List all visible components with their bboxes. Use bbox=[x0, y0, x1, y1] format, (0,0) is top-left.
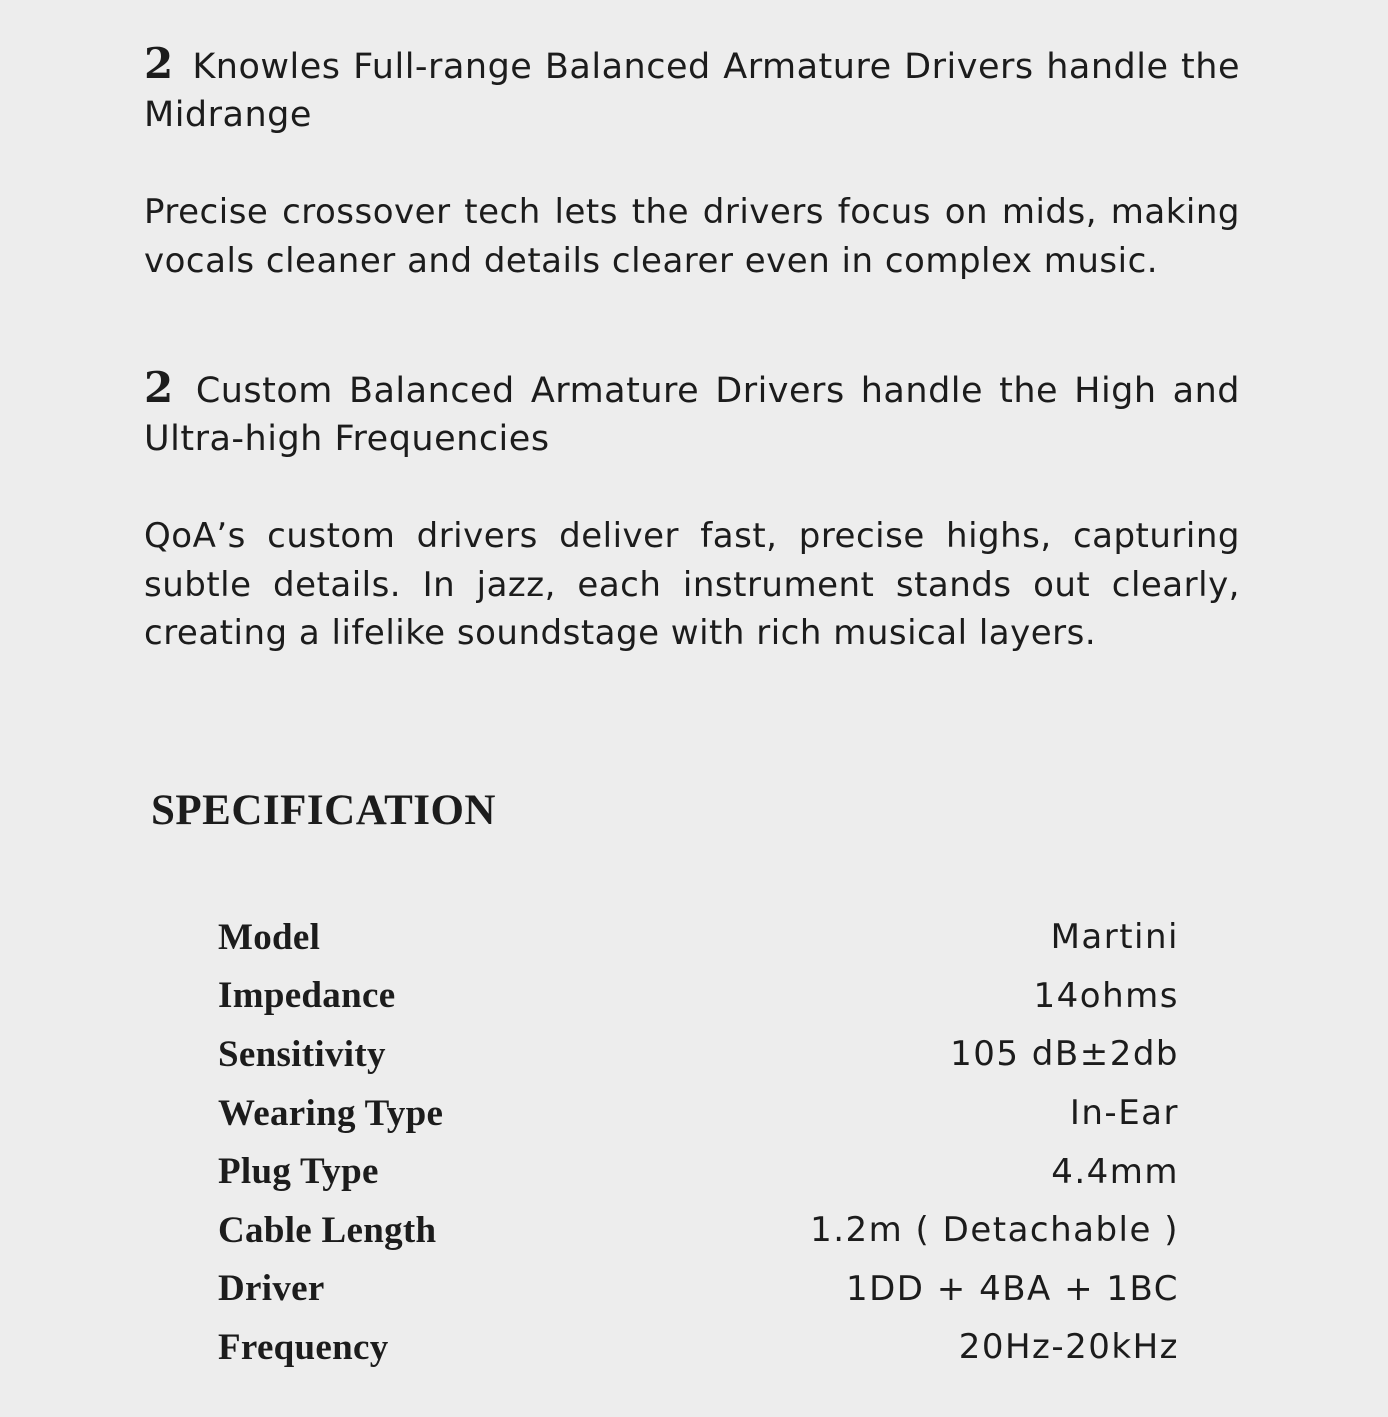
spec-label: Driver bbox=[218, 1268, 325, 1310]
spec-label: Model bbox=[218, 916, 321, 958]
spec-label: Plug Type bbox=[218, 1151, 379, 1193]
spec-label: Sensitivity bbox=[218, 1033, 386, 1075]
feature-heading-text: Custom Balanced Armature Drivers handle the High and Ultra-high Frequencies bbox=[144, 371, 1240, 459]
spec-row-driver bbox=[218, 1260, 1179, 1319]
spec-row-frequency bbox=[218, 1318, 1179, 1377]
spec-row-model bbox=[218, 908, 1179, 967]
spec-value: Martini bbox=[1050, 917, 1179, 958]
spec-value: 105 dB±2db bbox=[950, 1034, 1179, 1075]
feature-heading bbox=[144, 364, 1240, 463]
spec-value: 20Hz-20kHz bbox=[958, 1327, 1179, 1368]
spec-row-plug-type bbox=[218, 1142, 1179, 1201]
feature-midrange-drivers bbox=[144, 40, 1240, 285]
spec-row-cable-length bbox=[218, 1201, 1179, 1260]
feature-driver-count: 2 bbox=[144, 39, 174, 88]
feature-description: Precise crossover tech lets the drivers focus on mids, making vocals cleaner and details clearer even in complex music. bbox=[144, 192, 1240, 281]
feature-high-frequency-drivers bbox=[144, 364, 1240, 658]
feature-description: QoA’s custom drivers deliver fast, precise highs, capturing subtle details. In jazz, each instrument stands out clearly, creating a lifelike soundstage with rich musical layers. bbox=[144, 516, 1240, 653]
specification-table bbox=[218, 908, 1179, 1377]
spec-row-sensitivity bbox=[218, 1025, 1179, 1084]
spec-label: Cable Length bbox=[218, 1209, 437, 1251]
spec-value: In-Ear bbox=[1069, 1093, 1179, 1134]
feature-driver-count: 2 bbox=[144, 363, 174, 412]
feature-heading bbox=[144, 40, 1240, 139]
spec-label: Frequency bbox=[218, 1326, 389, 1368]
spec-row-impedance bbox=[218, 967, 1179, 1026]
feature-heading-text: Knowles Full-range Balanced Armature Drivers handle the Midrange bbox=[144, 47, 1240, 135]
spec-value: 1.2m ( Detachable ) bbox=[810, 1210, 1179, 1251]
spec-label: Impedance bbox=[218, 975, 396, 1017]
spec-label: Wearing Type bbox=[218, 1092, 444, 1134]
specification-title: SPECIFICATION bbox=[151, 787, 496, 834]
spec-value: 14ohms bbox=[1033, 975, 1179, 1016]
spec-row-wearing-type bbox=[218, 1084, 1179, 1143]
spec-value: 1DD + 4BA + 1BC bbox=[845, 1268, 1179, 1309]
spec-value: 4.4mm bbox=[1051, 1151, 1179, 1192]
